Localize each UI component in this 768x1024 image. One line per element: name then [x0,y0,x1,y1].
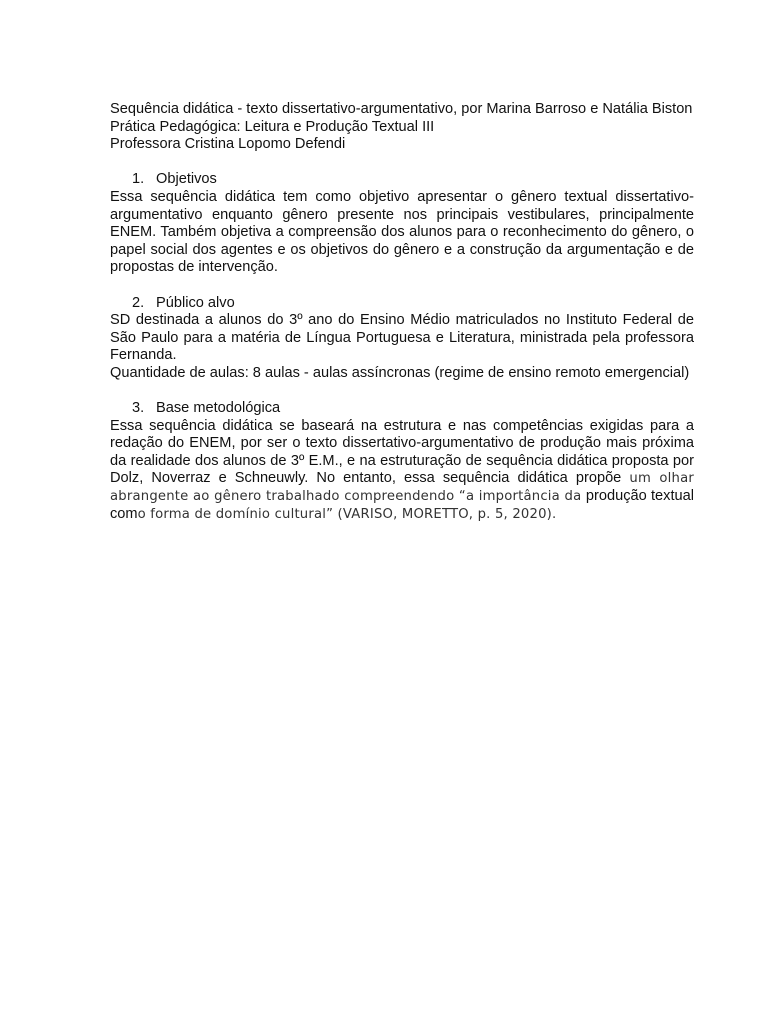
section-number: 3. [132,400,145,417]
spacer [110,277,694,295]
paragraph-quote-text-3: o forma de domínio cultural” (VARISO, MORETTO, p. 5, 2020). [137,506,557,522]
section-title: Base metodológica [156,400,281,417]
section-heading-objetivos [110,171,694,189]
publico-alvo-paragraph: SD destinada a alunos do 3º ano do Ensino Médio matriculados no Instituto Federal de São Paulo para a matéria de Língua Portuguesa e Literatura, ministrada pela professora Fernanda. [110,312,694,364]
quantidade-aulas-paragraph: Quantidade de aulas: 8 aulas - aulas assíncronas (regime de ensino remoto emergencial) [110,364,690,381]
teacher-name: Professora Cristina Lopomo Defendi [110,136,346,153]
section-number: 1. [132,171,145,188]
document-page [110,101,694,523]
spacer [110,154,694,172]
section-title: Público alvo [156,294,235,311]
section-title: Objetivos [156,171,217,188]
document-title: Sequência didática - texto dissertativo-argumentativo, por Marina Barroso e Natália Biston [110,101,693,117]
paragraph-quote-text-1: um olhar abrangente ao gênero trabalhado compreendendo “a importância da [110,471,695,505]
section-heading-base-metodologica [110,400,694,418]
paragraph-main-text: Essa sequência didática se baseará na estrutura e nas competências exigidas para a redação do ENEM, por ser o texto dissertativo-argumentativo de produção mais próxima da realidade dos alunos de 3º E.M., e na estruturação de sequência didática proposta por Dolz, Noverraz e Schneuwly. No entanto, essa sequência didática propõe [110,417,694,487]
spacer [110,383,694,401]
section-heading-publico-alvo [110,295,694,313]
objetivos-paragraph: Essa sequência didática tem como objetivo apresentar o gênero textual dissertativo-argumentativo enquanto gênero presente nos principais vestibulares, principalmente ENEM. Também objetiva a compreensão dos alunos para o reconhecimento do gênero, o papel social dos agentes e os objetivos do gênero e a construção da argumentação e de propostas de intervenção. [110,188,694,276]
section-number: 2. [132,294,145,311]
paragraph-quote-text-2: produção textual com [110,488,694,522]
base-metodologica-paragraph [110,418,694,524]
course-name: Prática Pedagógica: Leitura e Produção Textual III [110,118,435,135]
